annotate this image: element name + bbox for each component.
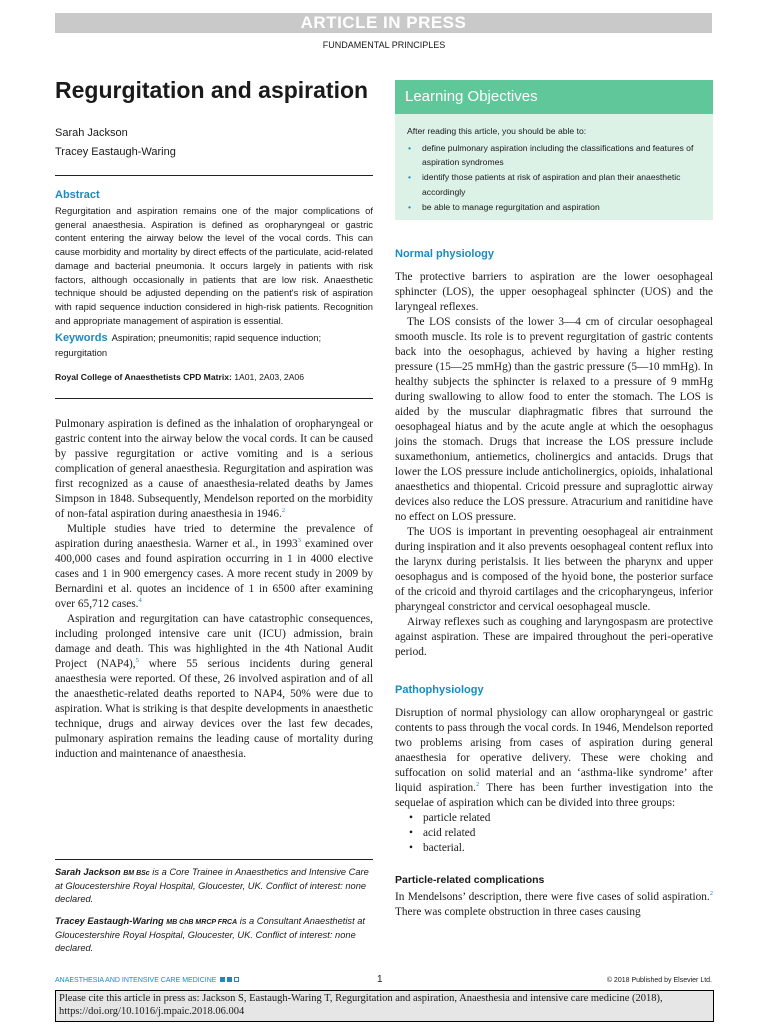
- keywords-text: Aspiration; pneumonitis; rapid sequence induction; regurgitation: [55, 332, 322, 359]
- paragraph: In Mendelsons’ description, there were five cases of solid aspiration.$^2$ There was complete obstruction in three cases causing: [395, 890, 713, 919]
- divider: [55, 398, 373, 399]
- article-title: Regurgitation and aspiration: [55, 77, 369, 103]
- bullet-icon: •: [408, 172, 412, 183]
- reference-link[interactable]: 2: [476, 781, 480, 789]
- subsection-heading: Particle-related complications: [395, 874, 545, 887]
- bullet-icon: •: [409, 812, 413, 825]
- author-bio: [55, 866, 373, 907]
- page-number: 1: [377, 974, 383, 985]
- reference-link[interactable]: 2: [709, 890, 713, 898]
- bio-text: is a Core Trainee in Anaesthetics and Intensive Care at Gloucestershire Royal Hospital, Gloucester, UK. Conflict of interest: none declared.: [55, 867, 369, 905]
- learning-objectives-heading: Learning Objectives: [395, 80, 713, 114]
- abstract-heading: Abstract: [55, 189, 100, 201]
- intro-text: [55, 417, 373, 762]
- square-icon: [227, 977, 232, 982]
- bullet-icon: •: [409, 827, 413, 840]
- learning-objectives-box: [395, 80, 713, 220]
- keywords: [55, 331, 373, 359]
- cpd-matrix: [55, 372, 373, 382]
- reference-link[interactable]: 5: [135, 656, 139, 664]
- author-list: [55, 124, 373, 162]
- paragraph: The protective barriers to aspiration are the lower oesophageal sphincter (LOS), the upper oesophageal sphincter (UOS) and the laryngeal reflexes.: [395, 271, 713, 314]
- square-icon: [220, 977, 225, 982]
- reference-link[interactable]: 4: [138, 596, 142, 604]
- cpd-codes: 1A01, 2A03, 2A06: [234, 371, 304, 382]
- author-bio: [55, 915, 373, 956]
- bio-degrees: BM BSc: [123, 870, 150, 877]
- reference-link[interactable]: 3: [297, 536, 301, 544]
- section-text: [395, 270, 713, 660]
- bullet-icon: •: [408, 201, 412, 212]
- learning-objectives-body: [395, 114, 713, 220]
- bullet-icon: •: [409, 842, 413, 855]
- paragraph: Multiple studies have tried to determine the prevalence of aspiration during anaesthesia. Warner et al., in 1993$^3$ examined over 400,000 cases and found aspiration occurring in 1 in 4000 elective cases and 1 in 900 emergency cases. A more recent study in 2009 by Bernardini et al. quotes an incidence of 1 in 6500 after examining over 65,712 cases.$^4$: [55, 522, 373, 610]
- square-outline-icon: [234, 977, 239, 982]
- paragraph: The UOS is important in preventing oesophageal air entrainment during inspiration and it also prevents oesophageal content reflux into the larynx during peristalsis. It lies between the pharynx and upper oesophagus and is composed of the hyoid bone, the posterior surface of the cricoid and thyroid cartilages and the cricopharyngeus, inferior pharyngeal constrictor and cervical oesophageal muscle.: [395, 526, 713, 614]
- author-name: Sarah Jackson: [55, 127, 128, 139]
- list-item: • identify those patients at risk of aspiration and plan their anaesthetic accordingly: [408, 172, 681, 197]
- page-footer: [55, 974, 712, 988]
- bio-name: Tracey Eastaugh-Waring: [55, 915, 164, 926]
- bio-name: Sarah Jackson: [55, 867, 121, 877]
- list-item: • particle related: [409, 812, 491, 825]
- list-item: • define pulmonary aspiration including the classifications and features of aspiration syndromes: [408, 142, 694, 168]
- section-heading: Normal physiology: [395, 248, 495, 261]
- copyright: © 2018 Published by Elsevier Ltd.: [606, 977, 712, 984]
- paragraph: Pulmonary aspiration is defined as the inhalation of oropharyngeal or gastric content into the airway below the vocal cords. It can be caused by passive regurgitation or active vomiting and is a serious complication of general anaesthesia. Regurgitation and aspiration was first recognized as a cause of anaesthesia-related deaths by James Simpson in 1848. Subsequently, Mendelson reported on the morbidity of non-fatal aspiration during anaesthesia in 1946.$^2$: [55, 417, 373, 520]
- list-item: • acid related: [409, 827, 476, 840]
- list-item: • be able to manage regurgitation and aspiration: [407, 200, 701, 215]
- divider: [55, 175, 373, 176]
- section-heading: Pathophysiology: [395, 684, 484, 697]
- author-name: Tracey Eastaugh-Waring: [55, 146, 176, 158]
- paragraph: Disruption of normal physiology can allow oropharyngeal or gastric contents to pass through the vocal cords. In 1946, Mendelson reported two problems arising from cases of aspiration during general anaesthesia for operative delivery. These were choking and suffocation on solid material and an ‘asthma-like syndrome’ after liquid aspiration.$^2$ There has been further investigation into the sequelae of aspiration which can be divided into three groups:: [395, 707, 714, 810]
- abstract-text: Regurgitation and aspiration remains one of the major complications of general anaesthesia. Aspiration is defined as oropharyngeal or gastric content entering the airway below the level of the vocal cords. This can cause morbidity and mortality by direct effects of the particulate, acid-related damage and bacterial pneumonia. It occurs largely in patients with risk factors, although occasionally in patients that are low risk. Anaesthetic technique should be adjusted depending on the patient's risk of aspiration with rapid sequence induction considered in high-risk patients. Recognition and appropriate management of aspiration is essential.: [55, 205, 373, 326]
- bullet-icon: •: [408, 142, 412, 153]
- article-in-press-banner: ARTICLE IN PRESS: [55, 13, 712, 33]
- section-label: FUNDAMENTAL PRINCIPLES: [322, 40, 446, 50]
- list-item: • bacterial.: [409, 842, 465, 855]
- bio-degrees: MB ChB MRCP FRCA: [166, 918, 238, 926]
- left-column: [55, 76, 373, 762]
- reference-link[interactable]: 2: [281, 506, 286, 514]
- aspiration-groups-list: [395, 811, 713, 856]
- learning-objectives-intro: After reading this article, you should be able to:: [407, 126, 587, 136]
- paragraph: Aspiration and regurgitation can have catastrophic consequences, including prolonged intensive care unit (ICU) admission, brain damage and death. This was highlighted in the 4th National Audit Project (NAP4),$^5$ where 55 serious incidents during general anaesthesia were reported. Of these, 26 involved aspiration and of all the anaesthetic-related deaths reported to NAP4, 50% were due to aspiration. What is striking is that despite developments in anaesthetic technique, drugs and airway devices over the last few decades, pulmonary aspiration remains the leading cause of mortality during induction and maintenance of anaesthesia.: [55, 612, 373, 760]
- learning-objectives-list: [407, 141, 701, 215]
- right-column: [395, 80, 713, 920]
- citation-box[interactable]: Please cite this article in press as: Jackson S, Eastaugh-Waring T, Regurgitation and aspiration, Anaesthesia and intensive care medicine (2018), https://doi.org/10.1016/j.mpaic.2018.06.004: [55, 990, 714, 1022]
- bio-text: is a Consultant Anaesthetist at Gloucestershire Royal Hospital, Gloucester, UK. Conflict of interest: none declared.: [55, 915, 365, 954]
- journal-name: ANAESTHESIA AND INTENSIVE CARE MEDICINE: [55, 977, 239, 984]
- author-bios: [55, 859, 373, 963]
- paragraph: Airway reflexes such as coughing and laryngospasm are protective against aspiration. These are impaired throughout the peri-operative period.: [395, 616, 713, 659]
- section-text: [395, 706, 713, 856]
- keywords-label: Keywords: [55, 332, 108, 345]
- section-text: [395, 890, 713, 920]
- paragraph: The LOS consists of the lower 3—4 cm of circular oesophageal smooth muscle. Its role is to prevent regurgitation of gastric contents back into the oesophagus, achieved by having a higher resting pressure (15—25 mmHg) than the gastric pressure (5—10 mmHg). In healthy subjects the sphincter is relaxed to a pressure of 9 mmHg during swallowing to allow food to enter the stomach. The LOS is aided by the muscular diaphragmatic fibres that surround the oesophageal hiatus and by the acute angle at which the oesophagus joins the stomach. Drugs that increase the LOS pressure include suxamethonium, antiemetics, cholinergics and antacids. Drugs that lower the LOS pressure include anticholinergics, opioids, inhalational anaesthetics and thiopental. Cricoid pressure and supraglottic airway devices also reduce the LOS pressure. Atracurium and ranitidine have no effect on LOS pressure.: [395, 316, 713, 524]
- cpd-label: Royal College of Anaesthetists CPD Matrix:: [55, 371, 232, 382]
